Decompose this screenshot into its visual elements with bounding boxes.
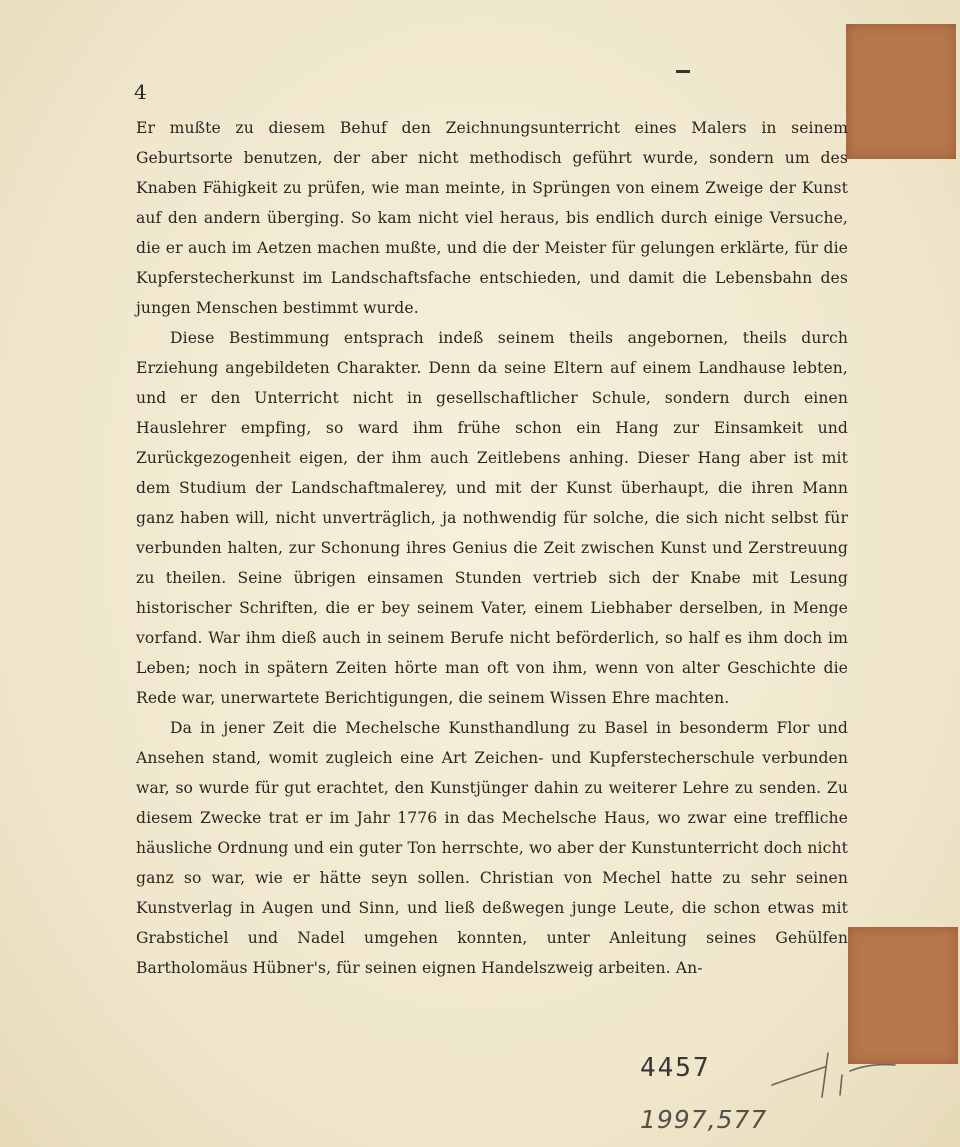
tape-top-right — [846, 24, 956, 159]
paragraph-2: Diese Bestimmung entsprach indeß seinem theils angebornen, theils durch Erziehung angebildeten Charakter. Denn da seine Eltern auf einem Landhause lebten, und er den Unterricht nicht in gesellschaftlicher Schule, sondern durch einen Hauslehrer empfing, so ward ihm frühe schon ein Hang zur Einsamkeit und Zurückgezogenheit eigen, der ihm auch Zeitlebens anhing. Dieser Hang aber ist mit dem Studium der Landschaftmalerey, und mit der Kunst überhaupt, die ihren Mann ganz haben will, nicht unverträglich, ja nothwendig für solche, die sich nicht selbst für verbunden halten, zur Schonung ihres Genius die Zeit zwischen Kunst und Zerstreuung zu theilen. Seine übrigen einsamen Stunden vertrieb sich der Knabe mit Lesung historischer Schriften, die er bey seinem Vater, einem Liebhaber derselben, in Menge vorfand. War ihm dieß auch in seinem Berufe nicht beförderlich, so half es ihm doch im Leben; noch in spätern Zeiten hörte man oft von ihm, wenn von alter Geschichte die Rede war, unerwartete Berichtigungen, die seinem Wissen Ehre machten. — [136, 329, 848, 707]
ink-dash-mark — [676, 70, 690, 73]
handwritten-inventory-number: 1997,577 — [640, 1105, 768, 1134]
page-number: 4 — [134, 80, 147, 104]
tape-bottom-right — [848, 927, 958, 1064]
archive-stamp-number: 4457 — [640, 1053, 711, 1083]
paragraph-1: Er mußte zu diesem Behuf den Zeichnungsunterricht eines Malers in seinem Geburtsorte benutzen, der aber nicht methodisch geführt wurde, sondern um des Knaben Fähigkeit zu prüfen, wie man meinte, in Sprüngen von einem Zweige der Kunst auf den andern überging. So kam nicht viel heraus, bis endlich durch einige Versuche, die er auch im Aetzen machen mußte, und die der Meister für gelungen erklärte, für die Kupferstecherkunst im Landschaftsfache entschieden, und damit die Lebensbahn des jungen Menschen bestimmt wurde. — [136, 119, 848, 317]
body-text — [136, 113, 848, 983]
paragraph-3: Da in jener Zeit die Mechelsche Kunsthandlung zu Basel in besonderm Flor und Ansehen stand, womit zugleich eine Art Zeichen- und Kupferstecherschule verbunden war, so wurde für gut erachtet, den Kunstjünger dahin zu weiterer Lehre zu senden. Zu diesem Zwecke trat er im Jahr 1776 in das Mechelsche Haus, wo zwar eine treffliche häusliche Ordnung und ein guter Ton herrschte, wo aber der Kunstunterricht doch nicht ganz so war, wie er hätte seyn sollen. Christian von Mechel hatte zu sehr seinen Kunstverlag in Augen und Sinn, und ließ deßwegen junge Leute, die schon etwas mit Grabstichel und Nadel umgehen konnten, unter Anleitung seines Gehülfen Bartholomäus Hübner's, für seinen eignen Handelszweig arbeiten. An- — [136, 719, 848, 977]
pencil-squiggle-mark — [770, 1045, 900, 1105]
